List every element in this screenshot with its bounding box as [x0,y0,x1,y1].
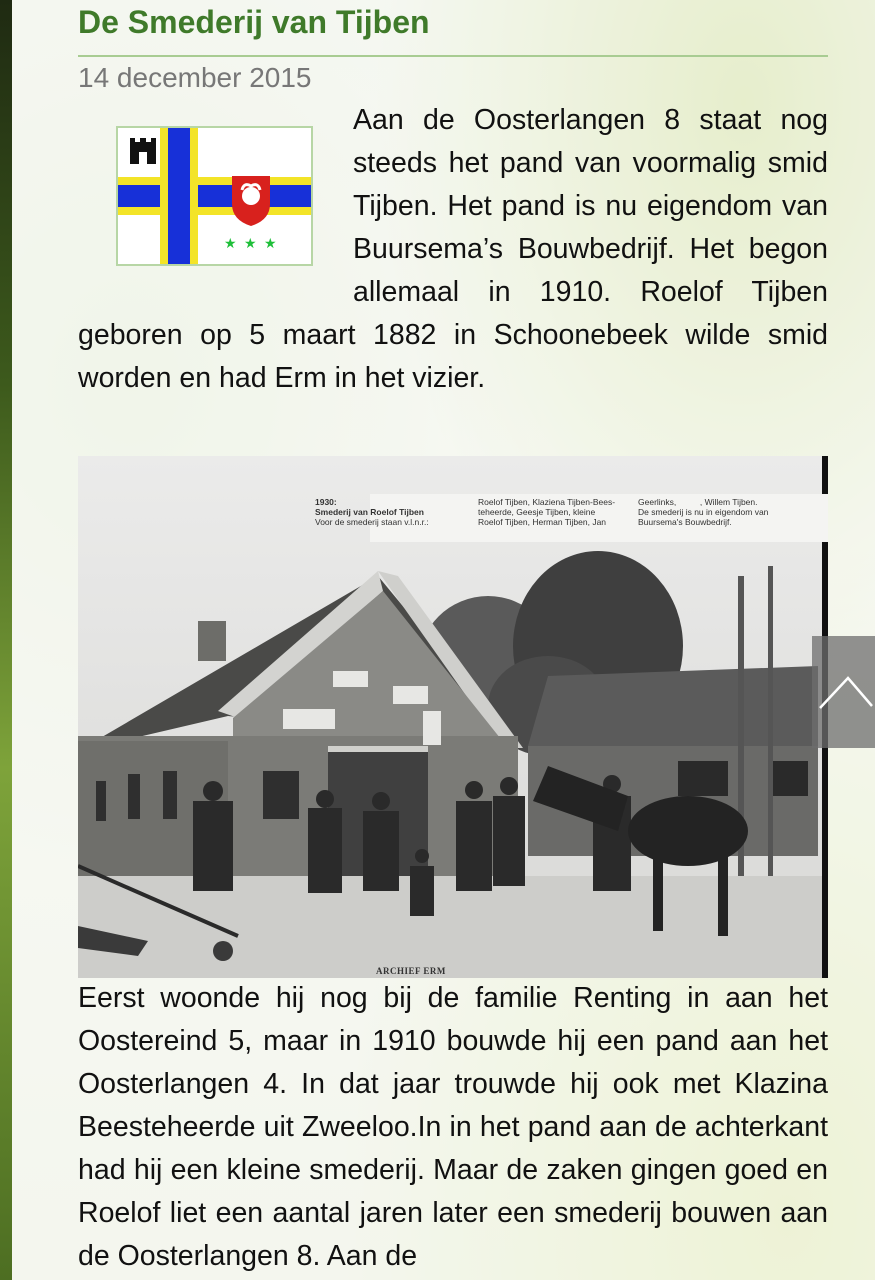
caption-year: 1930: [315,497,337,507]
svg-text:★: ★ [264,236,277,252]
caption-ownership-line1: De smederij is nu in eigendom van [638,507,769,517]
body-paragraph: Eerst woonde hij nog bij de familie Renting in aan het Oostereind 5, maar in 1910 bouwde hij een pand aan het Oosterlangen 4. In dat jaar trouwde hij ook met Klazina Beesteheerde uit Zweeloo.In in het pand aan de achterkant had hij een kleine smederij. Maar de zaken gingen goed en Roelof liet een aantal jaren later een smederij bouwen aan de Oosterlangen 8. Aan de [78,982,828,1272]
intro-paragraph: Aan de Oosterlangen 8 staat nog steeds het pand van voormalig smid Tijben. Het pand is nu eigendom van Buursema’s Bouwbedrijf. Het begon allemaal in 1910. Roelof Tijben geboren op 5 maart 1882 in Schoonebeek wilde smid worden en had Erm in het vizier. [78,104,828,394]
svg-text:★: ★ [244,236,257,252]
caption-subtitle: Voor de smederij staan v.l.n.r.: [315,517,429,527]
article-date: 14 december 2015 [78,62,312,93]
scroll-to-top-button[interactable] [812,636,875,748]
caption-names-line3: Roelof Tijben, Herman Tijben, Jan [478,517,607,527]
page-left-edge [0,0,12,1280]
chevron-up-icon [812,636,875,748]
caption-names-line2: teheerde, Geesje Tijben, kleine [478,507,596,517]
article-title: De Smederij van Tijben [78,4,430,40]
municipal-flag-icon [116,126,313,266]
historic-photo-smederij [78,456,828,978]
title-divider [78,55,828,57]
caption-names-line4: Geerlinks, , Willem Tijben. [638,497,758,507]
svg-text:★: ★ [224,236,237,252]
archive-label: ARCHIEF ERM [376,966,446,976]
caption-names-line1: Roelof Tijben, Klaziena Tijben-Bees- [478,497,616,507]
caption-title: Smederij van Roelof Tijben [315,507,424,517]
caption-ownership-line2: Buursema's Bouwbedrijf. [638,517,732,527]
